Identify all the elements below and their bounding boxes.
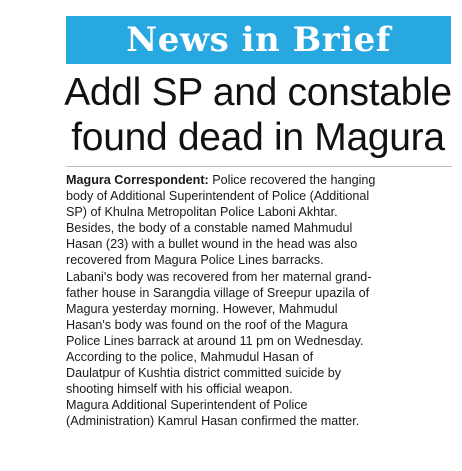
- article-headline: [62, 70, 454, 160]
- headline-divider: [66, 166, 452, 167]
- article-line: Police Lines barrack at around 11 pm on Wednesday.: [66, 333, 364, 348]
- first-line-text: Police recovered the hanging: [208, 173, 376, 187]
- article-line: SP) of Khulna Metropolitan Police Laboni Akhtar.: [66, 205, 338, 220]
- article-line: father house in Sarangdia village of Sreepur upazila of: [66, 285, 370, 300]
- article-line: (Administration) Kamrul Hasan confirmed the matter.: [66, 414, 360, 429]
- article-line: Hasan's body was found on the roof of the Magura: [66, 317, 348, 332]
- headline-line-1: Addl SP and constable: [64, 71, 452, 114]
- article-line: recovered from Magura Police Lines barracks.: [66, 253, 324, 268]
- article-first-line: [66, 172, 458, 188]
- article-body: [66, 172, 458, 430]
- article-line: Hasan (23) with a bullet wound in the head was also: [66, 237, 358, 252]
- article-line: Besides, the body of a constable named Mahmudul: [66, 221, 353, 236]
- article-line: Magura yesterday morning. However, Mahmudul: [66, 301, 338, 316]
- article-line: According to the police, Mahmudul Hasan of: [66, 350, 314, 365]
- headline-line-2: found dead in Magura: [71, 116, 445, 159]
- article-line: shooting himself with his official weapon.: [66, 382, 293, 397]
- dateline: Magura Correspondent:: [66, 173, 209, 187]
- article-line: Magura Additional Superintendent of Police: [66, 398, 308, 413]
- banner-title: News in Brief: [126, 20, 391, 60]
- article-line: body of Additional Superintendent of Police (Additional: [66, 189, 370, 204]
- article-line: Labani's body was recovered from her maternal grand-: [66, 269, 372, 284]
- article-line: Daulatpur of Kushtia district committed suicide by: [66, 366, 342, 381]
- news-in-brief-banner: [66, 16, 451, 64]
